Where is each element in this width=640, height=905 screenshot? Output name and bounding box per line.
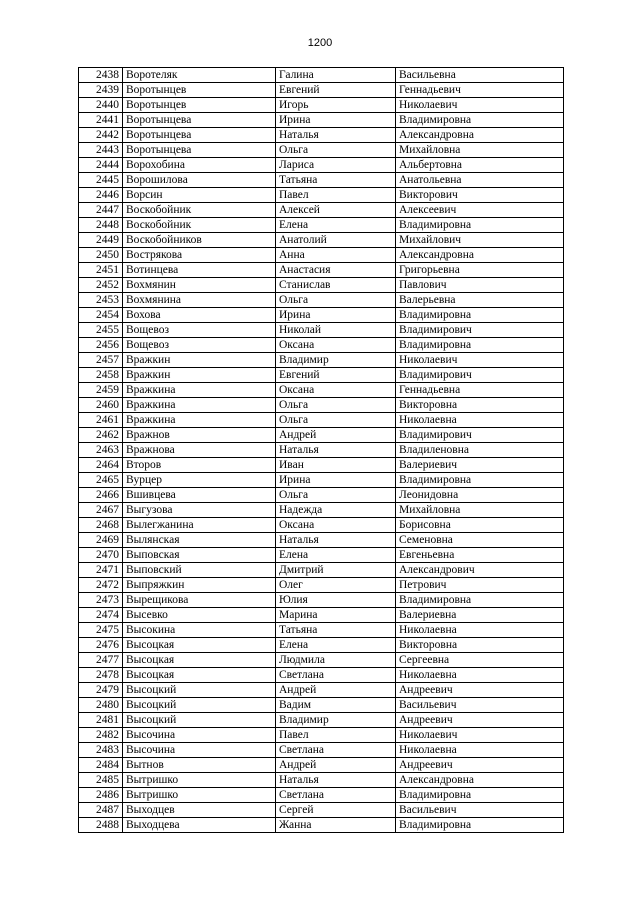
table-row <box>79 353 564 368</box>
patronymic-cell: Андреевич <box>396 683 564 698</box>
patronymic-cell: Александровна <box>396 773 564 788</box>
last-name-cell: Вурцер <box>123 473 276 488</box>
last-name-cell: Высоцкий <box>123 698 276 713</box>
first-name-cell: Евгений <box>276 368 396 383</box>
row-number-cell: 2469 <box>79 533 123 548</box>
table-row <box>79 653 564 668</box>
last-name-cell: Вражкина <box>123 413 276 428</box>
last-name-cell: Вражнова <box>123 443 276 458</box>
table-row <box>79 548 564 563</box>
first-name-cell: Ольга <box>276 293 396 308</box>
last-name-cell: Второв <box>123 458 276 473</box>
table-row <box>79 143 564 158</box>
last-name-cell: Высочина <box>123 743 276 758</box>
first-name-cell: Анастасия <box>276 263 396 278</box>
row-number-cell: 2468 <box>79 518 123 533</box>
last-name-cell: Вылегжанина <box>123 518 276 533</box>
table-row <box>79 518 564 533</box>
patronymic-cell: Владимировна <box>396 818 564 833</box>
row-number-cell: 2450 <box>79 248 123 263</box>
patronymic-cell: Николаевна <box>396 623 564 638</box>
row-number-cell: 2474 <box>79 608 123 623</box>
first-name-cell: Оксана <box>276 338 396 353</box>
table-row <box>79 713 564 728</box>
last-name-cell: Высоцкий <box>123 683 276 698</box>
table-row <box>79 278 564 293</box>
row-number-cell: 2472 <box>79 578 123 593</box>
last-name-cell: Вражкина <box>123 398 276 413</box>
patronymic-cell: Владимировна <box>396 473 564 488</box>
patronymic-cell: Анатольевна <box>396 173 564 188</box>
table-row <box>79 383 564 398</box>
row-number-cell: 2454 <box>79 308 123 323</box>
table-row <box>79 173 564 188</box>
first-name-cell: Олег <box>276 578 396 593</box>
row-number-cell: 2438 <box>79 68 123 83</box>
table-row <box>79 743 564 758</box>
patronymic-cell: Владимирович <box>396 368 564 383</box>
patronymic-cell: Альбертовна <box>396 158 564 173</box>
first-name-cell: Анатолий <box>276 233 396 248</box>
row-number-cell: 2466 <box>79 488 123 503</box>
patronymic-cell: Николаевич <box>396 728 564 743</box>
table-row <box>79 758 564 773</box>
last-name-cell: Выпряжкин <box>123 578 276 593</box>
patronymic-cell: Владимировна <box>396 788 564 803</box>
table-row <box>79 113 564 128</box>
table-row <box>79 503 564 518</box>
table-row <box>79 788 564 803</box>
first-name-cell: Оксана <box>276 518 396 533</box>
table-row <box>79 578 564 593</box>
patronymic-cell: Павлович <box>396 278 564 293</box>
row-number-cell: 2447 <box>79 203 123 218</box>
patronymic-cell: Александровна <box>396 248 564 263</box>
patronymic-cell: Викторович <box>396 188 564 203</box>
row-number-cell: 2448 <box>79 218 123 233</box>
last-name-cell: Воскобойников <box>123 233 276 248</box>
row-number-cell: 2457 <box>79 353 123 368</box>
last-name-cell: Вытнов <box>123 758 276 773</box>
first-name-cell: Светлана <box>276 668 396 683</box>
first-name-cell: Галина <box>276 68 396 83</box>
row-number-cell: 2449 <box>79 233 123 248</box>
table-row <box>79 608 564 623</box>
last-name-cell: Высевко <box>123 608 276 623</box>
first-name-cell: Игорь <box>276 98 396 113</box>
first-name-cell: Ольга <box>276 398 396 413</box>
last-name-cell: Вытришко <box>123 788 276 803</box>
patronymic-cell: Леонидовна <box>396 488 564 503</box>
row-number-cell: 2439 <box>79 83 123 98</box>
patronymic-cell: Владимировна <box>396 113 564 128</box>
row-number-cell: 2471 <box>79 563 123 578</box>
first-name-cell: Юлия <box>276 593 396 608</box>
last-name-cell: Высоцкая <box>123 638 276 653</box>
table-row <box>79 428 564 443</box>
patronymic-cell: Геннадьевич <box>396 83 564 98</box>
name-roster-table <box>78 67 564 833</box>
row-number-cell: 2451 <box>79 263 123 278</box>
table-row <box>79 398 564 413</box>
first-name-cell: Наталья <box>276 128 396 143</box>
row-number-cell: 2452 <box>79 278 123 293</box>
last-name-cell: Воскобойник <box>123 218 276 233</box>
row-number-cell: 2442 <box>79 128 123 143</box>
first-name-cell: Алексей <box>276 203 396 218</box>
last-name-cell: Вражкина <box>123 383 276 398</box>
table-row <box>79 773 564 788</box>
first-name-cell: Ольга <box>276 143 396 158</box>
first-name-cell: Оксана <box>276 383 396 398</box>
row-number-cell: 2477 <box>79 653 123 668</box>
patronymic-cell: Григорьевна <box>396 263 564 278</box>
table-row <box>79 563 564 578</box>
last-name-cell: Вохмянина <box>123 293 276 308</box>
table-row <box>79 338 564 353</box>
first-name-cell: Станислав <box>276 278 396 293</box>
row-number-cell: 2485 <box>79 773 123 788</box>
table-row <box>79 308 564 323</box>
first-name-cell: Надежда <box>276 503 396 518</box>
last-name-cell: Вощевоз <box>123 338 276 353</box>
table-row <box>79 668 564 683</box>
first-name-cell: Иван <box>276 458 396 473</box>
patronymic-cell: Александровна <box>396 128 564 143</box>
patronymic-cell: Алексеевич <box>396 203 564 218</box>
last-name-cell: Выгузова <box>123 503 276 518</box>
row-number-cell: 2473 <box>79 593 123 608</box>
patronymic-cell: Сергеевна <box>396 653 564 668</box>
table-row <box>79 638 564 653</box>
first-name-cell: Жанна <box>276 818 396 833</box>
last-name-cell: Вощевоз <box>123 323 276 338</box>
row-number-cell: 2459 <box>79 383 123 398</box>
table-row <box>79 623 564 638</box>
row-number-cell: 2478 <box>79 668 123 683</box>
row-number-cell: 2470 <box>79 548 123 563</box>
last-name-cell: Высокина <box>123 623 276 638</box>
row-number-cell: 2465 <box>79 473 123 488</box>
first-name-cell: Светлана <box>276 788 396 803</box>
last-name-cell: Ворохобина <box>123 158 276 173</box>
patronymic-cell: Михайловна <box>396 143 564 158</box>
first-name-cell: Дмитрий <box>276 563 396 578</box>
table-row <box>79 533 564 548</box>
first-name-cell: Сергей <box>276 803 396 818</box>
row-number-cell: 2446 <box>79 188 123 203</box>
table-row <box>79 203 564 218</box>
last-name-cell: Воротынцев <box>123 98 276 113</box>
first-name-cell: Ольга <box>276 413 396 428</box>
patronymic-cell: Владимирович <box>396 428 564 443</box>
table-row <box>79 803 564 818</box>
patronymic-cell: Николаевич <box>396 353 564 368</box>
first-name-cell: Наталья <box>276 533 396 548</box>
last-name-cell: Вражкин <box>123 353 276 368</box>
first-name-cell: Андрей <box>276 683 396 698</box>
row-number-cell: 2486 <box>79 788 123 803</box>
row-number-cell: 2440 <box>79 98 123 113</box>
patronymic-cell: Васильевич <box>396 803 564 818</box>
patronymic-cell: Николаевна <box>396 413 564 428</box>
patronymic-cell: Петрович <box>396 578 564 593</box>
patronymic-cell: Николаевич <box>396 98 564 113</box>
last-name-cell: Вылянская <box>123 533 276 548</box>
table-row <box>79 188 564 203</box>
first-name-cell: Владимир <box>276 713 396 728</box>
table-row <box>79 593 564 608</box>
row-number-cell: 2475 <box>79 623 123 638</box>
patronymic-cell: Викторовна <box>396 398 564 413</box>
table-row <box>79 728 564 743</box>
table-row <box>79 473 564 488</box>
patronymic-cell: Михайлович <box>396 233 564 248</box>
first-name-cell: Андрей <box>276 758 396 773</box>
row-number-cell: 2460 <box>79 398 123 413</box>
patronymic-cell: Евгеньевна <box>396 548 564 563</box>
patronymic-cell: Васильевна <box>396 68 564 83</box>
first-name-cell: Павел <box>276 188 396 203</box>
row-number-cell: 2480 <box>79 698 123 713</box>
last-name-cell: Воскобойник <box>123 203 276 218</box>
first-name-cell: Елена <box>276 638 396 653</box>
patronymic-cell: Васильевич <box>396 698 564 713</box>
row-number-cell: 2445 <box>79 173 123 188</box>
last-name-cell: Выходцева <box>123 818 276 833</box>
table-row <box>79 443 564 458</box>
table-row <box>79 818 564 833</box>
table-row <box>79 368 564 383</box>
last-name-cell: Вражкин <box>123 368 276 383</box>
last-name-cell: Выповская <box>123 548 276 563</box>
table-row <box>79 128 564 143</box>
last-name-cell: Вотинцева <box>123 263 276 278</box>
table-row <box>79 158 564 173</box>
first-name-cell: Вадим <box>276 698 396 713</box>
row-number-cell: 2461 <box>79 413 123 428</box>
row-number-cell: 2463 <box>79 443 123 458</box>
patronymic-cell: Борисовна <box>396 518 564 533</box>
patronymic-cell: Владиленовна <box>396 443 564 458</box>
page-number: 1200 <box>307 37 333 49</box>
last-name-cell: Выходцев <box>123 803 276 818</box>
row-number-cell: 2488 <box>79 818 123 833</box>
last-name-cell: Вохмянин <box>123 278 276 293</box>
row-number-cell: 2443 <box>79 143 123 158</box>
table-row <box>79 248 564 263</box>
last-name-cell: Выповский <box>123 563 276 578</box>
table-row <box>79 488 564 503</box>
last-name-cell: Вражнов <box>123 428 276 443</box>
row-number-cell: 2441 <box>79 113 123 128</box>
row-number-cell: 2453 <box>79 293 123 308</box>
name-roster-body <box>79 68 564 833</box>
row-number-cell: 2458 <box>79 368 123 383</box>
first-name-cell: Ирина <box>276 113 396 128</box>
row-number-cell: 2483 <box>79 743 123 758</box>
row-number-cell: 2482 <box>79 728 123 743</box>
patronymic-cell: Владимирович <box>396 323 564 338</box>
last-name-cell: Ворошилова <box>123 173 276 188</box>
first-name-cell: Ирина <box>276 308 396 323</box>
row-number-cell: 2462 <box>79 428 123 443</box>
patronymic-cell: Валериевич <box>396 458 564 473</box>
patronymic-cell: Владимировна <box>396 338 564 353</box>
patronymic-cell: Валериевна <box>396 608 564 623</box>
row-number-cell: 2479 <box>79 683 123 698</box>
first-name-cell: Ольга <box>276 488 396 503</box>
first-name-cell: Татьяна <box>276 173 396 188</box>
first-name-cell: Владимир <box>276 353 396 368</box>
last-name-cell: Воротынцева <box>123 113 276 128</box>
row-number-cell: 2455 <box>79 323 123 338</box>
first-name-cell: Елена <box>276 548 396 563</box>
patronymic-cell: Владимировна <box>396 593 564 608</box>
first-name-cell: Татьяна <box>276 623 396 638</box>
last-name-cell: Вырещикова <box>123 593 276 608</box>
table-row <box>79 83 564 98</box>
row-number-cell: 2484 <box>79 758 123 773</box>
last-name-cell: Воротынцев <box>123 83 276 98</box>
row-number-cell: 2487 <box>79 803 123 818</box>
patronymic-cell: Николаевна <box>396 743 564 758</box>
table-row <box>79 698 564 713</box>
last-name-cell: Высоцкая <box>123 668 276 683</box>
last-name-cell: Вшивцева <box>123 488 276 503</box>
first-name-cell: Андрей <box>276 428 396 443</box>
first-name-cell: Марина <box>276 608 396 623</box>
patronymic-cell: Андреевич <box>396 713 564 728</box>
patronymic-cell: Михайловна <box>396 503 564 518</box>
last-name-cell: Высочина <box>123 728 276 743</box>
table-row <box>79 263 564 278</box>
table-row <box>79 458 564 473</box>
row-number-cell: 2476 <box>79 638 123 653</box>
first-name-cell: Анна <box>276 248 396 263</box>
table-row <box>79 218 564 233</box>
patronymic-cell: Андреевич <box>396 758 564 773</box>
table-row <box>79 98 564 113</box>
table-row <box>79 323 564 338</box>
first-name-cell: Евгений <box>276 83 396 98</box>
patronymic-cell: Викторовна <box>396 638 564 653</box>
patronymic-cell: Валерьевна <box>396 293 564 308</box>
first-name-cell: Наталья <box>276 443 396 458</box>
first-name-cell: Наталья <box>276 773 396 788</box>
row-number-cell: 2481 <box>79 713 123 728</box>
table-row <box>79 293 564 308</box>
table-row <box>79 68 564 83</box>
last-name-cell: Ворсин <box>123 188 276 203</box>
first-name-cell: Лариса <box>276 158 396 173</box>
first-name-cell: Ирина <box>276 473 396 488</box>
patronymic-cell: Александрович <box>396 563 564 578</box>
last-name-cell: Вострякова <box>123 248 276 263</box>
last-name-cell: Вытришко <box>123 773 276 788</box>
first-name-cell: Елена <box>276 218 396 233</box>
row-number-cell: 2464 <box>79 458 123 473</box>
row-number-cell: 2456 <box>79 338 123 353</box>
first-name-cell: Павел <box>276 728 396 743</box>
first-name-cell: Людмила <box>276 653 396 668</box>
first-name-cell: Светлана <box>276 743 396 758</box>
patronymic-cell: Геннадьевна <box>396 383 564 398</box>
row-number-cell: 2467 <box>79 503 123 518</box>
last-name-cell: Вохова <box>123 308 276 323</box>
patronymic-cell: Семеновна <box>396 533 564 548</box>
row-number-cell: 2444 <box>79 158 123 173</box>
last-name-cell: Воротынцева <box>123 128 276 143</box>
patronymic-cell: Николаевна <box>396 668 564 683</box>
table-row <box>79 233 564 248</box>
patronymic-cell: Владимировна <box>396 308 564 323</box>
last-name-cell: Высоцкая <box>123 653 276 668</box>
patronymic-cell: Владимировна <box>396 218 564 233</box>
first-name-cell: Николай <box>276 323 396 338</box>
last-name-cell: Высоцкий <box>123 713 276 728</box>
table-row <box>79 413 564 428</box>
last-name-cell: Воротынцева <box>123 143 276 158</box>
table-row <box>79 683 564 698</box>
last-name-cell: Воротеляк <box>123 68 276 83</box>
